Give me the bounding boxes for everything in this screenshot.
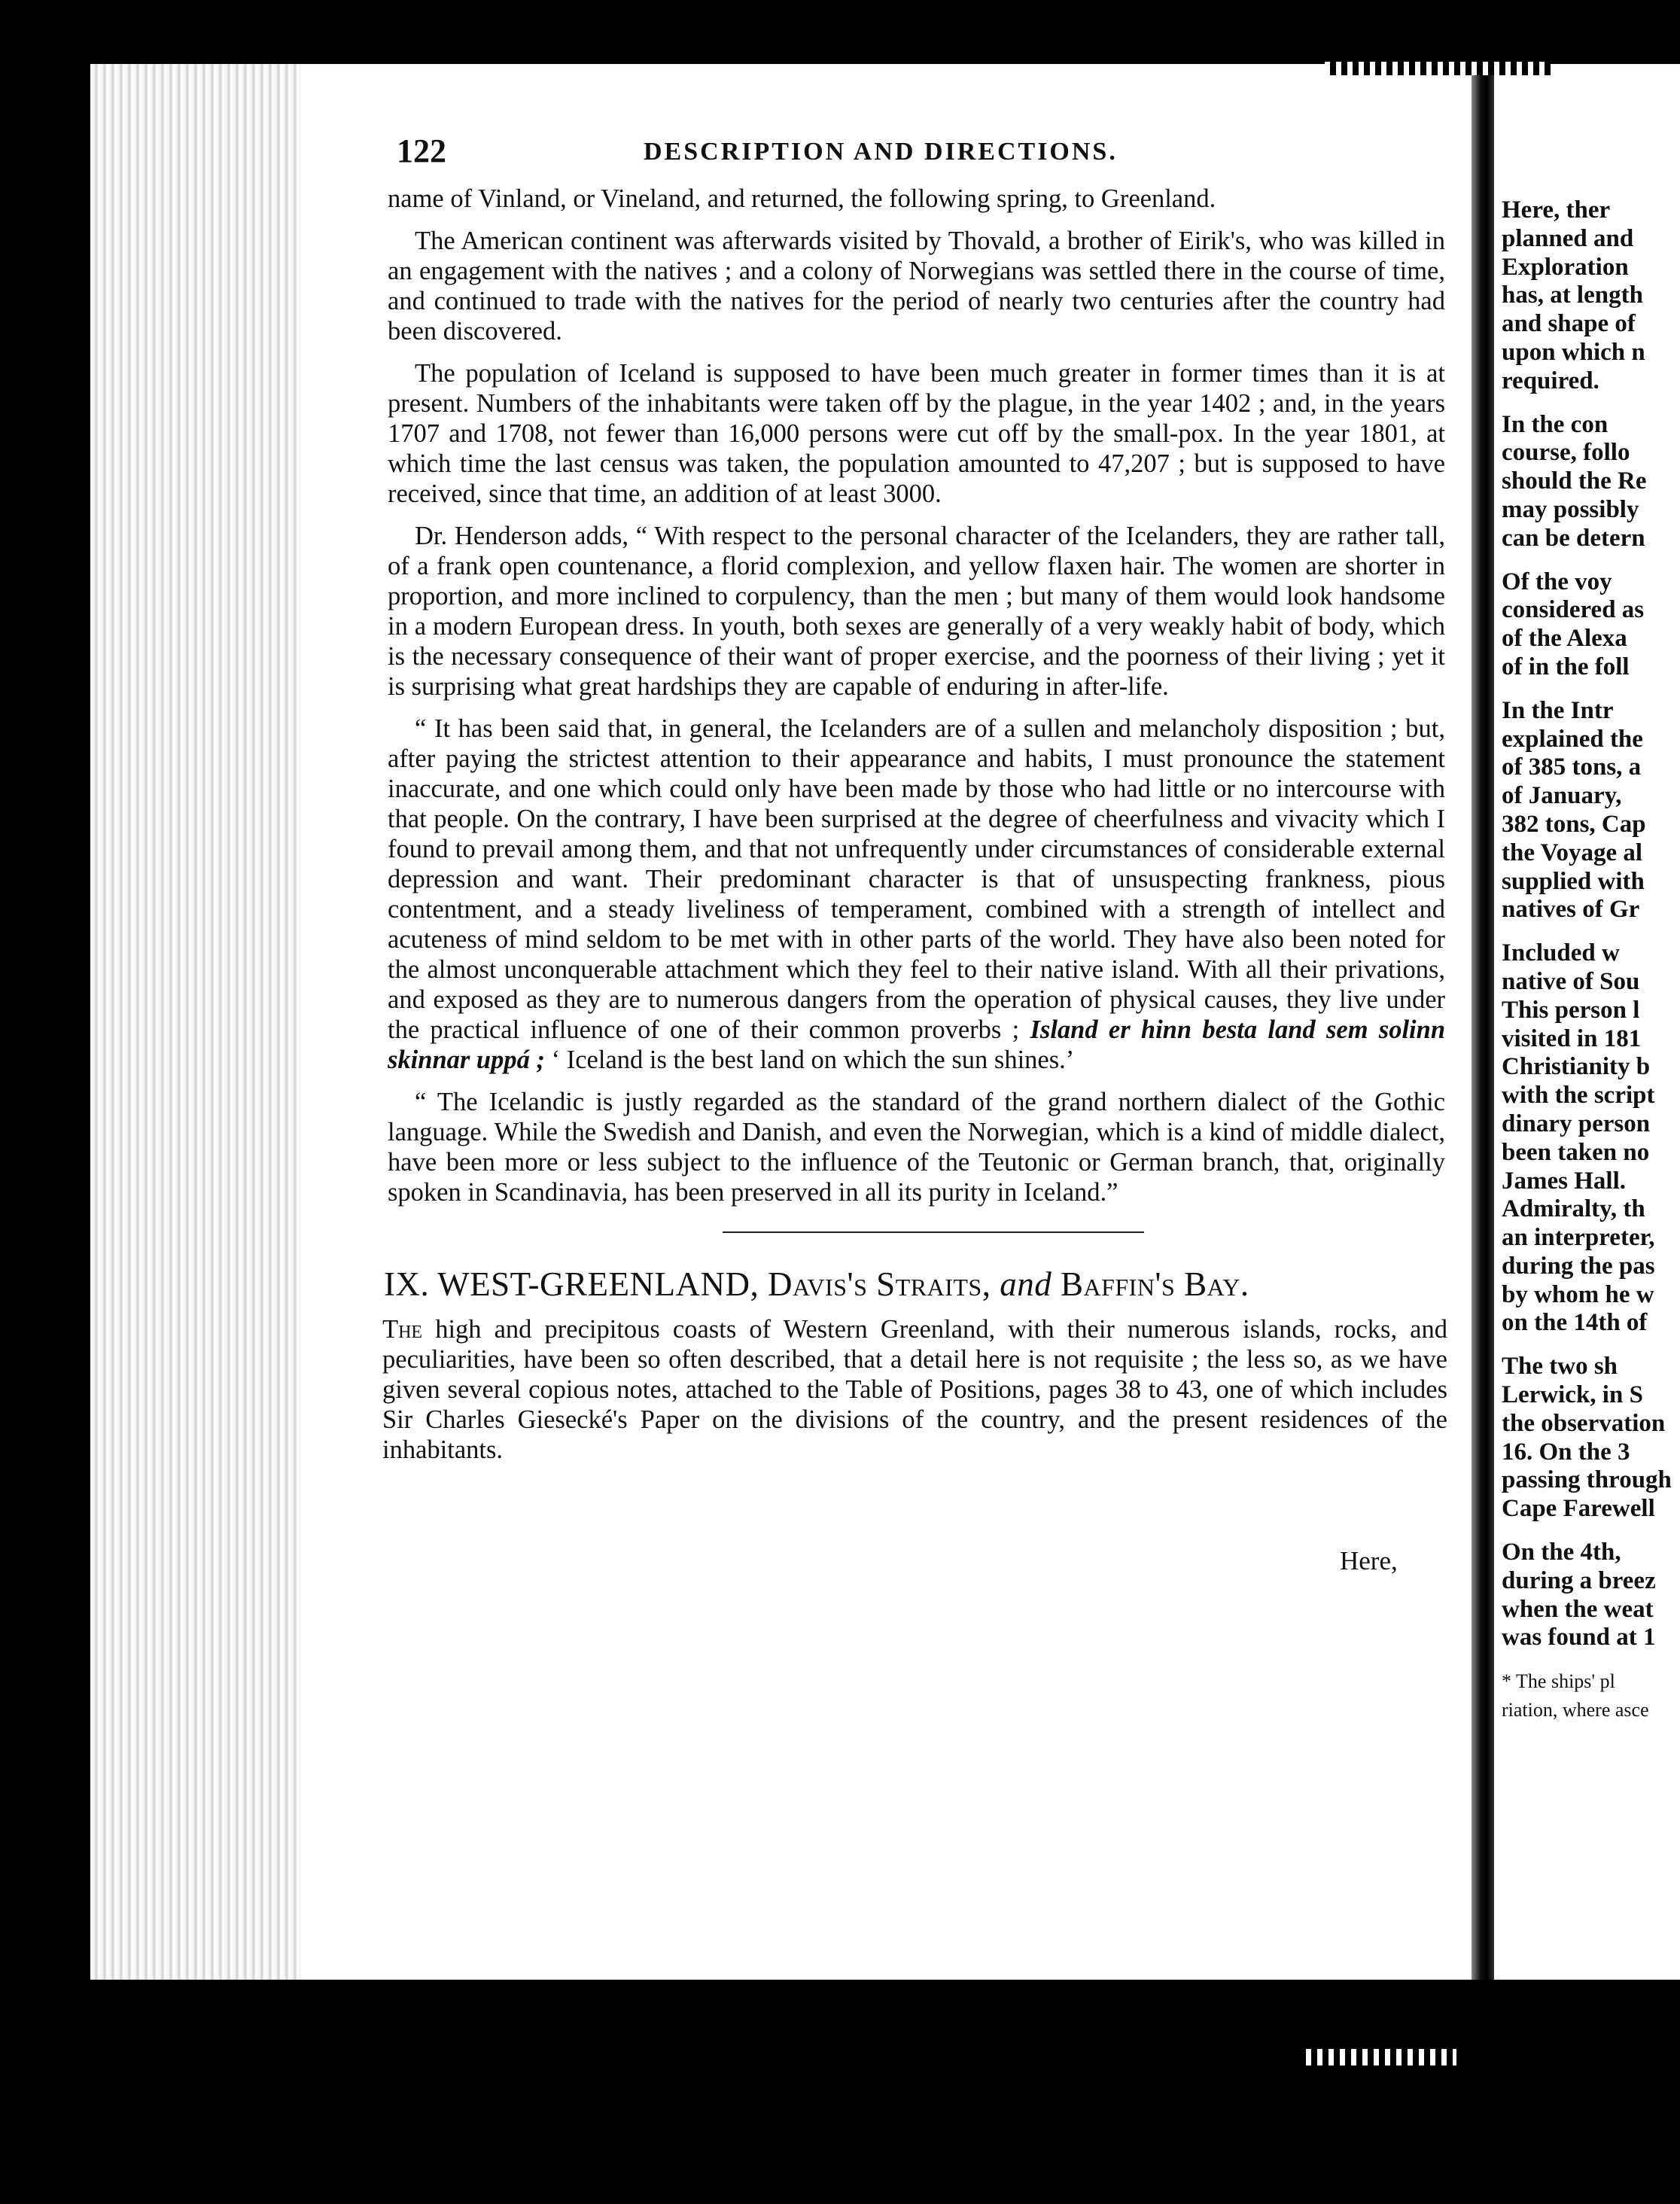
right-page-line: James Hall.: [1502, 1167, 1626, 1195]
right-page-line: on the 14th of: [1502, 1309, 1648, 1337]
book-gutter: [1472, 64, 1494, 1980]
paragraph: The American continent was afterwards visited by Thovald, a brother of Eirik's, who was killed in an engagement with the natives ; and a colony of Norwegians was settled there in the course of time, and continued to trade with the natives for the period of nearly two centuries after the country had been discovered.: [388, 227, 1445, 346]
right-page-line: passing through: [1502, 1466, 1672, 1494]
right-page-gap: [1502, 1338, 1680, 1353]
right-page-line: should the Re: [1502, 467, 1647, 495]
right-page-line: In the Intr: [1502, 696, 1614, 724]
right-page-line: with the script: [1502, 1082, 1655, 1110]
film-edge-marks-bottom: [1306, 2049, 1456, 2065]
right-page-gap: [1502, 396, 1680, 411]
right-page-line: course, follo: [1502, 439, 1630, 467]
right-page-line: planned and: [1502, 224, 1634, 252]
right-page-gap: [1502, 553, 1680, 568]
right-page-line: supplied with: [1502, 867, 1645, 895]
right-page-line: 382 tons, Cap: [1502, 810, 1646, 838]
section-title-and: and: [1000, 1265, 1052, 1303]
right-page-line: Lerwick, in S: [1502, 1381, 1643, 1409]
right-page-line: may possibly: [1502, 495, 1639, 523]
proverb-icelandic: Island er hinn besta land sem solinn skinnar uppá ;: [388, 1015, 1446, 1074]
right-page-line: Here, ther: [1502, 196, 1611, 224]
right-page-line: In the con: [1502, 410, 1608, 438]
proverb-translation: ‘ Iceland is the best land on which the sun shines.’: [551, 1046, 1075, 1074]
section-title-main: WEST-GREENLAND,: [437, 1265, 759, 1303]
right-page-line: of 385 tons, a: [1502, 753, 1642, 781]
right-page-line: the observation: [1502, 1409, 1666, 1437]
paragraph: The population of Iceland is supposed to have been much greater in former times than it is at present. Numbers of the inhabitants were taken off by the plague, in the year 1402 ; and, in the years 1707 and 1708, not fewer than 16,000 persons were cut off by the small-pox. In the year 1801, at which time the last census was taken, the population amounted to 47,207 ; but is supposed to have received, since that time, an addition of at least 3000.: [388, 359, 1445, 508]
right-page-line: Of the voy: [1502, 568, 1612, 595]
right-page-line: On the 4th,: [1502, 1539, 1621, 1566]
right-page-line: the Voyage al: [1502, 839, 1643, 866]
right-page-line: considered as: [1502, 596, 1645, 624]
catchword: Here,: [1340, 1546, 1398, 1575]
right-page-line: can be detern: [1502, 524, 1645, 552]
right-page-line: was found at 1: [1502, 1624, 1656, 1651]
right-page-line: an interpreter,: [1502, 1224, 1655, 1252]
section-first-word: The: [382, 1315, 423, 1344]
right-page-line: by whom he w: [1502, 1280, 1654, 1308]
right-page-line: explained the: [1502, 725, 1643, 753]
right-page-line: been taken no: [1502, 1138, 1650, 1166]
running-head: DESCRIPTION AND DIRECTIONS.: [644, 138, 1118, 166]
right-page-line: Admiralty, th: [1502, 1195, 1645, 1223]
right-page-line: 16. On the 3: [1502, 1438, 1630, 1466]
right-page-line: required.: [1502, 367, 1599, 394]
right-page-line: The two sh: [1502, 1353, 1618, 1381]
paragraph-with-proverb: [388, 714, 1445, 1075]
paragraph: “ The Icelandic is justly regarded as the standard of the grand northern dialect of the Gothic language. While the Swedish and Danish, and even the Norwegian, which is a kind of middle dialect, have been more or less subject to the influence of the Teutonic or German branch, that, originally spoken in Scandinavia, has been preserved in all its purity in Iceland.”: [388, 1088, 1445, 1207]
right-page-line: of in the foll: [1502, 653, 1630, 680]
paragraph: Dr. Henderson adds, “ With respect to the personal character of the Icelanders, they are rather tall, of a frank open countenance, a florid complexion, and yellow flaxen hair. The women are shorter in proportion, and more inclined to corpulency, than the men ; but many of them would look handsome in a modern European dress. In youth, both sexes are generally of a very weakly habit of body, which is the necessary consequence of their want of proper exercise, and the poorness of their living ; yet it is surprising what great hardships they are capable of enduring in after-life.: [388, 522, 1445, 701]
right-page-line: Included w: [1502, 939, 1620, 967]
film-edge-marks-top: [1325, 62, 1551, 75]
right-page-line: native of Sou: [1502, 967, 1640, 995]
section-divider: [723, 1231, 1144, 1233]
right-page-line: visited in 181: [1502, 1024, 1642, 1052]
right-page-text: [1502, 196, 1680, 1725]
right-page-line: dinary person: [1502, 1110, 1651, 1137]
paragraph: name of Vinland, or Vineland, and returned, the following spring, to Greenland.: [388, 184, 1216, 213]
page-number: 122: [397, 132, 446, 169]
right-page-gap: [1502, 1652, 1680, 1667]
body-text: [388, 184, 1445, 1219]
right-page-line: and shape of: [1502, 310, 1636, 338]
section-title-straits: Davis's Straits,: [767, 1265, 991, 1303]
section-paragraph-text: high and precipitous coasts of Western Greenland, with their numerous islands, rocks, and peculiarities, have been so often described, that a detail here is not requisite ; the less so, as we have given several copious notes, attached to the Table of Positions, pages 38 to 43, one of which includes Sir Charles Giesecké's Paper on the divisions of the country, and the present residences of the inhabitants.: [382, 1315, 1447, 1464]
right-page-line: during a breez: [1502, 1566, 1656, 1594]
right-page-line: riation, where asce: [1502, 1699, 1649, 1721]
right-page-line: This person l: [1502, 996, 1640, 1024]
section-body-text: [382, 1314, 1447, 1465]
section-heading: [384, 1265, 1453, 1304]
right-page-line: of January,: [1502, 782, 1622, 810]
right-page-line: natives of Gr: [1502, 896, 1640, 924]
right-page-gap: [1502, 924, 1680, 939]
right-page-line: has, at length: [1502, 282, 1643, 309]
right-page-line: Cape Farewell: [1502, 1495, 1655, 1523]
section-number: IX.: [384, 1265, 430, 1303]
right-page-gap: [1502, 682, 1680, 697]
right-page-line: Christianity b: [1502, 1053, 1651, 1081]
right-page-line: when the weat: [1502, 1595, 1654, 1623]
paragraph: “ It has been said that, in general, the Icelanders are of a sullen and melancholy disposition ; but, after paying the strictest attention to their appearance and habits, I must pronounce the statement inaccurate, and one which could only have been made by those who had little or no intercourse with that people. On the contrary, I have been surprised at the degree of cheerfulness and vivacity which I found to prevail among them, and that not unfrequently under circumstances of considerable external depression and want. Their predominant character is that of unsuspecting frankness, pious contentment, and a steady liveliness of temperament, combined with a strength of intellect and acuteness of mind seldom to be met with in other parts of the world. They have also been noted for the almost unconquerable attachment which they feel to their native island. With all their privations, and exposed as they are to numerous dangers from the operation of physical causes, they live under the practical influence of one of their common proverbs ;: [388, 714, 1445, 1044]
section-title-bay: Baffin's Bay.: [1060, 1265, 1249, 1303]
right-page-line: * The ships' pl: [1502, 1670, 1615, 1693]
section-paragraph: [382, 1314, 1447, 1465]
right-page: [1494, 64, 1680, 1980]
right-page-line: during the pas: [1502, 1252, 1655, 1280]
right-page-line: Exploration: [1502, 253, 1629, 281]
right-page-line: of the Alexa: [1502, 625, 1627, 653]
right-page-line: upon which n: [1502, 338, 1645, 366]
book-page-edges: [90, 64, 316, 1980]
right-page-gap: [1502, 1524, 1680, 1539]
